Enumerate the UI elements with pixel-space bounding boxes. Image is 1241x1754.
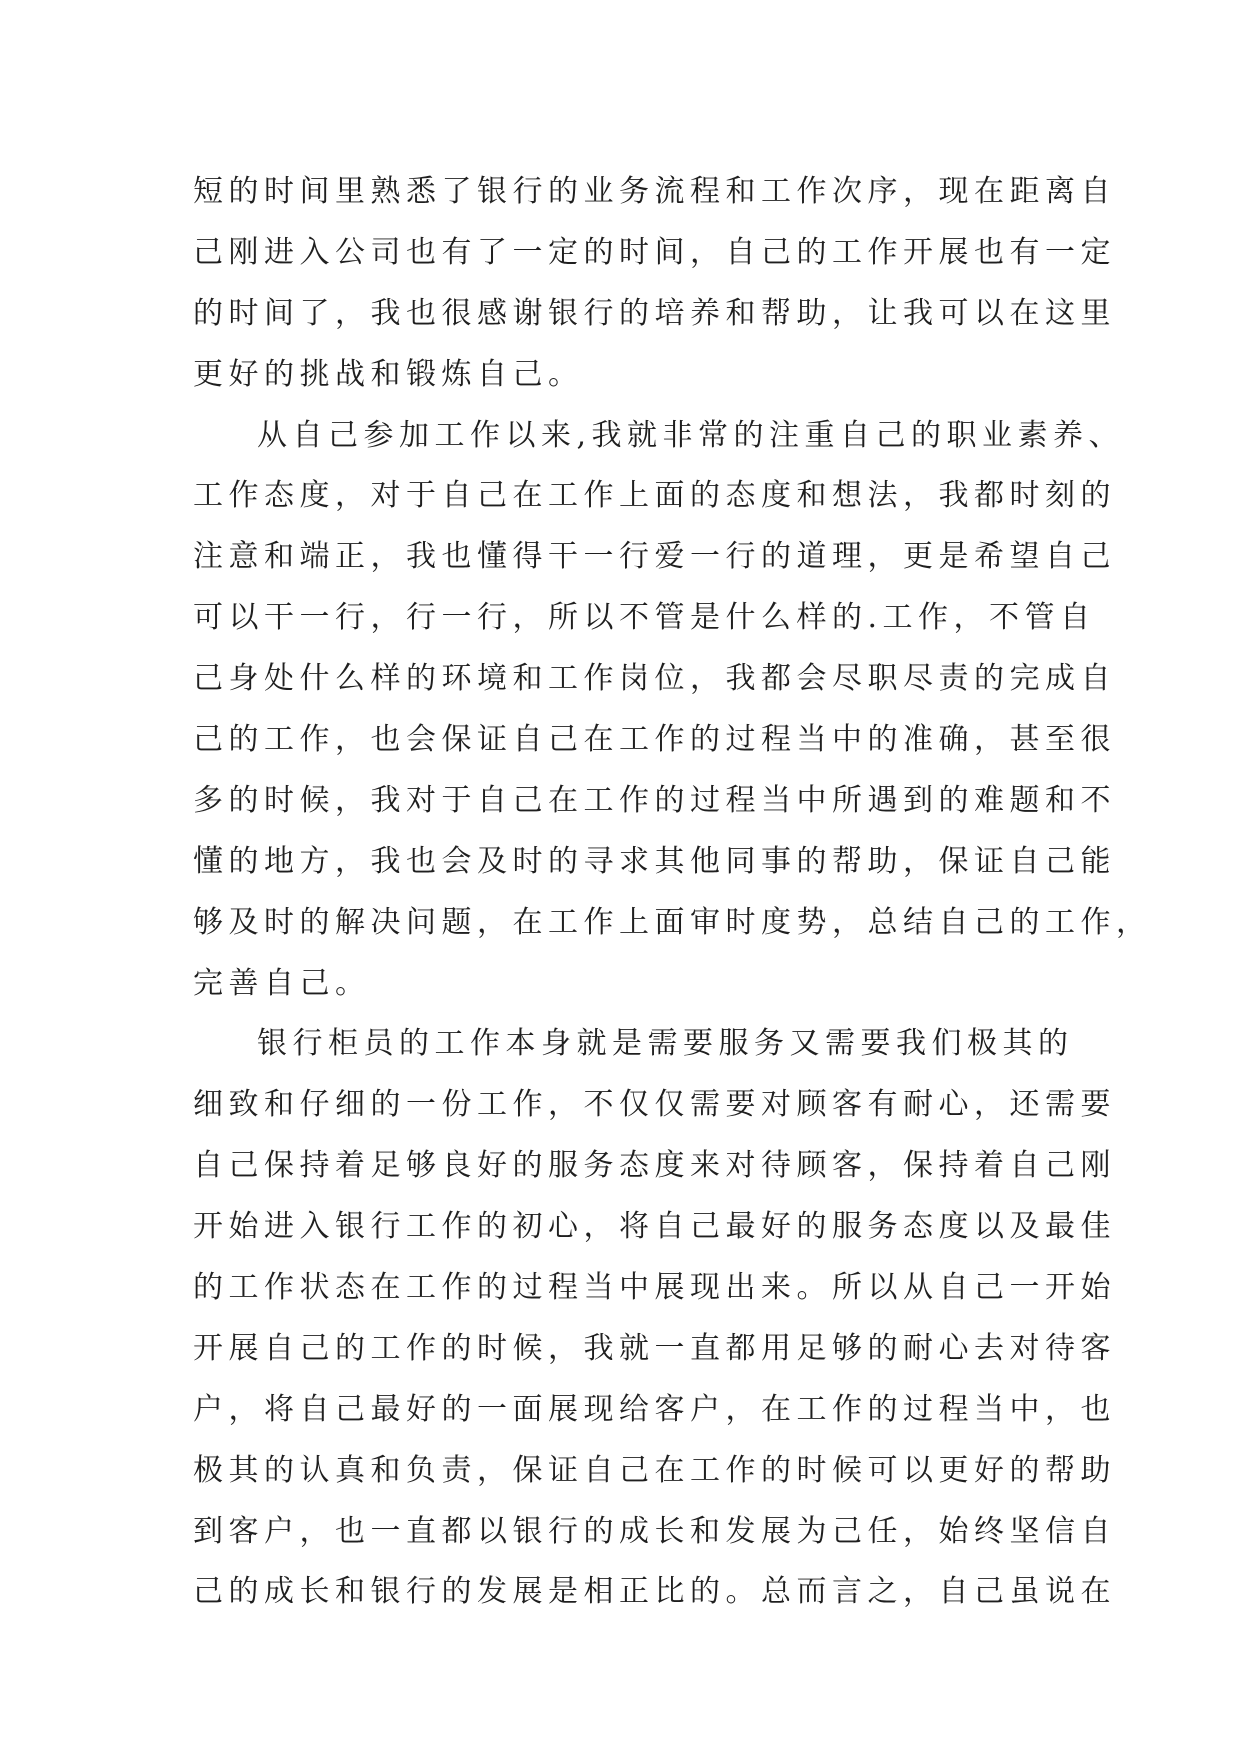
text-line: 自己保持着足够良好的服务态度来对待顾客，保持着自己刚 <box>193 1148 1116 1184</box>
text-line: 更好的挑战和锻炼自己。 <box>193 356 584 392</box>
text-line: 极其的认真和负责，保证自己在工作的时候可以更好的帮助 <box>193 1452 1116 1488</box>
text-line: 己的成长和银行的发展是相正比的。总而言之，自己虽说在 <box>193 1574 1116 1610</box>
text-line: 的时间了，我也很感谢银行的培养和帮助，让我可以在这里 <box>193 295 1116 331</box>
paragraph-first-line: 从自己参加工作以来,我就非常的注重自己的职业素养、 <box>257 417 1125 453</box>
text-line: 己的工作，也会保证自己在工作的过程当中的准确，甚至很 <box>193 722 1116 758</box>
text-line: 多的时候，我对于自己在工作的过程当中所遇到的难题和不 <box>193 782 1116 818</box>
body-text <box>193 162 1152 1623</box>
text-line: 细致和仔细的一份工作，不仅仅需要对顾客有耐心，还需要 <box>193 1087 1116 1123</box>
paragraph-first-line: 银行柜员的工作本身就是需要服务又需要我们极其的 <box>257 1026 1074 1062</box>
text-line: 己刚进入公司也有了一定的时间，自己的工作开展也有一定 <box>193 234 1116 270</box>
text-line: 开展自己的工作的时候，我就一直都用足够的耐心去对待客 <box>193 1330 1116 1366</box>
text-line: 的工作状态在工作的过程当中展现出来。所以从自己一开始 <box>193 1270 1116 1306</box>
text-line: 己身处什么样的环境和工作岗位，我都会尽职尽责的完成自 <box>193 661 1116 697</box>
text-line: 懂的地方，我也会及时的寻求其他同事的帮助，保证自己能 <box>193 843 1116 879</box>
text-line: 可以干一行，行一行，所以不管是什么样的.工作，不管自 <box>193 600 1096 636</box>
text-line: 工作态度，对于自己在工作上面的态度和想法，我都时刻的 <box>193 478 1116 514</box>
text-line: 够及时的解决问题，在工作上面审时度势，总结自己的工作， <box>193 904 1152 940</box>
text-line: 开始进入银行工作的初心，将自己最好的服务态度以及最佳 <box>193 1209 1116 1245</box>
text-line: 户，将自己最好的一面展现给客户，在工作的过程当中，也 <box>193 1391 1116 1427</box>
text-line: 注意和端正，我也懂得干一行爱一行的道理，更是希望自己 <box>193 539 1116 575</box>
text-line: 完善自己。 <box>193 965 371 1001</box>
text-line: 到客户，也一直都以银行的成长和发展为己任，始终坚信自 <box>193 1513 1116 1549</box>
text-line: 短的时间里熟悉了银行的业务流程和工作次序，现在距离自 <box>193 174 1116 209</box>
